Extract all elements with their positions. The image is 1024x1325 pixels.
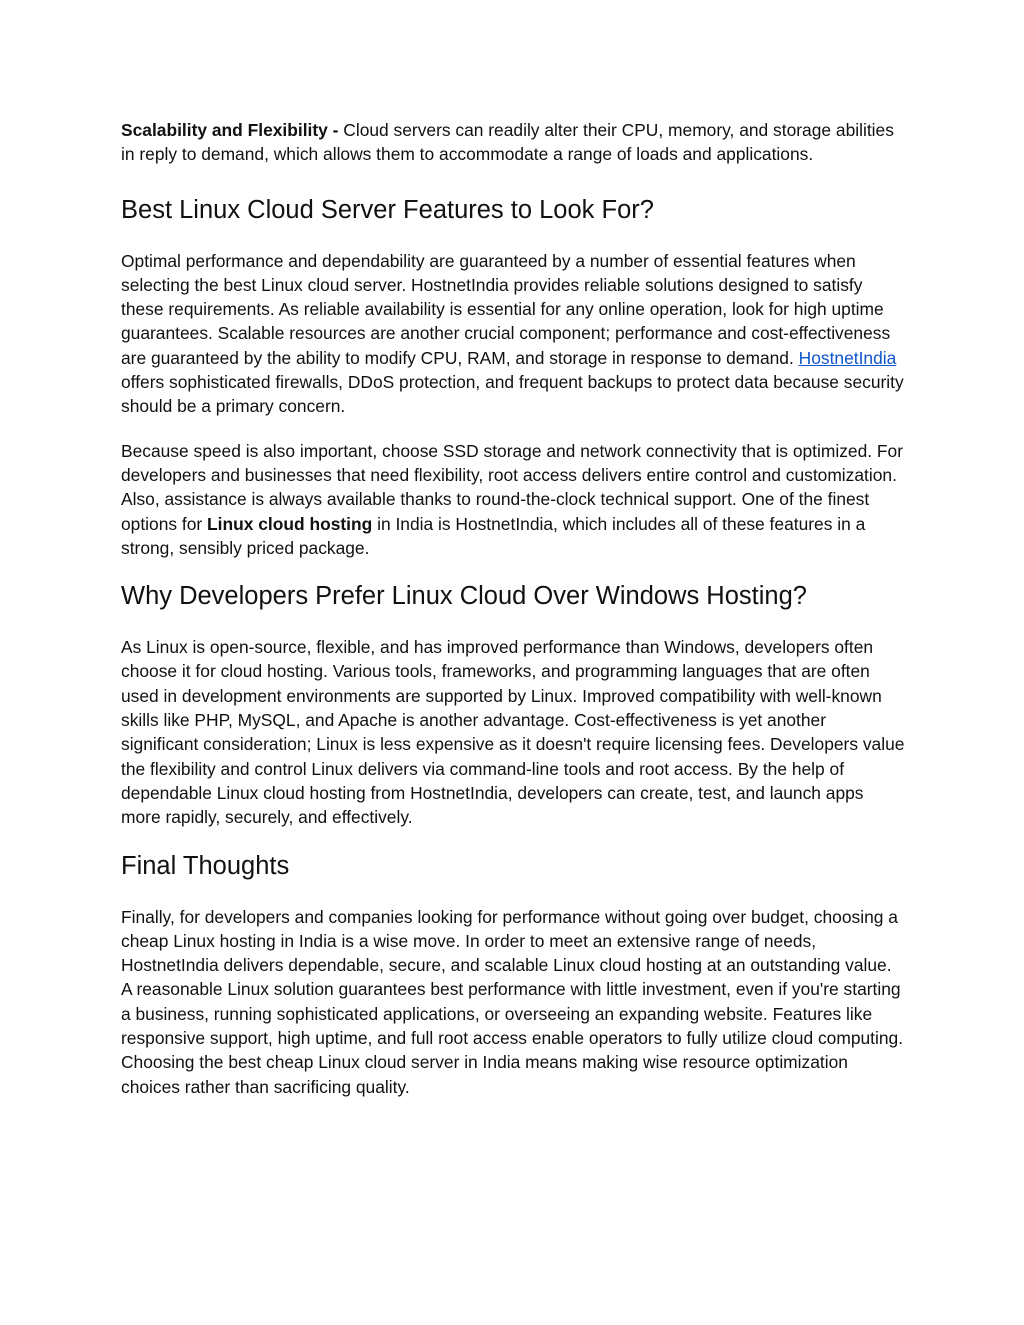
final-heading: Final Thoughts	[121, 851, 290, 880]
features-p1-text-before-link: Optimal performance and dependability are guaranteed by a number of essential features when selecting the best Linux cloud server. HostnetIndia provides reliable solutions designed to satisfy these requirements. As reliable availability is essential for any online operation, look for high uptime guarantees. Scalable resources are another crucial component; performance and cost-effectiveness are guaranteed by the ability to modify CPU, RAM, and storage in response to demand.	[121, 250, 891, 368]
features-p2-text-after-bold: in India is HostnetIndia, which includes all of these features in a strong, sensibly priced package.	[121, 513, 866, 558]
features-paragraph-2	[121, 439, 905, 560]
intro-text: Cloud servers can readily alter their CPU, memory, and storage abilities in reply to demand, which allows them to accommodate a range of loads and applications.	[121, 120, 894, 165]
document-page	[121, 118, 905, 1099]
features-paragraph-1	[121, 249, 905, 419]
features-p1-text-after-link: offers sophisticated firewalls, DDoS protection, and frequent backups to protect data because security should be a primary concern.	[121, 372, 904, 417]
features-heading: Best Linux Cloud Server Features to Look For?	[121, 195, 654, 224]
features-p2-bold: Linux cloud hosting	[207, 513, 373, 534]
intro-lead-bold: Scalability and Flexibility -	[121, 120, 339, 140]
hostnetindia-link[interactable]: HostnetIndia	[798, 347, 897, 368]
final-paragraph: Finally, for developers and companies looking for performance without going over budget, choosing a cheap Linux hosting in India is a wise move. In order to meet an extensive range of needs, HostnetIndia delivers dependable, secure, and scalable Linux cloud hosting at an outstanding value. A reasonable Linux solution guarantees best performance with little investment, even if you're starting a business, running sophisticated applications, or overseeing an expanding website. Features like responsive support, high uptime, and full root access enable operators to fully utilize cloud computing. Choosing the best cheap Linux cloud server in India means making wise resource optimization choices rather than sacrificing quality.	[121, 906, 904, 1097]
features-p2-text-before-bold: Because speed is also important, choose SSD storage and network connectivity that is optimized. For developers and businesses that need flexibility, root access delivers entire control and customization. Also, assistance is always available thanks to round-the-clock technical support. One of the finest options for	[121, 440, 904, 534]
intro-paragraph	[121, 118, 905, 167]
why-paragraph: As Linux is open-source, flexible, and has improved performance than Windows, developers often choose it for cloud hosting. Various tools, frameworks, and programming languages that are often used in development environments are supported by Linux. Improved compatibility with well-known skills like PHP, MySQL, and Apache is another advantage. Cost-effectiveness is yet another significant consideration; Linux is less expensive as it doesn't require licensing fees. Developers value the flexibility and control Linux delivers via command-line tools and root access. By the help of dependable Linux cloud hosting from HostnetIndia, developers can create, test, and launch apps more rapidly, securely, and effectively.	[121, 637, 905, 828]
why-heading: Why Developers Prefer Linux Cloud Over Windows Hosting?	[121, 582, 807, 611]
